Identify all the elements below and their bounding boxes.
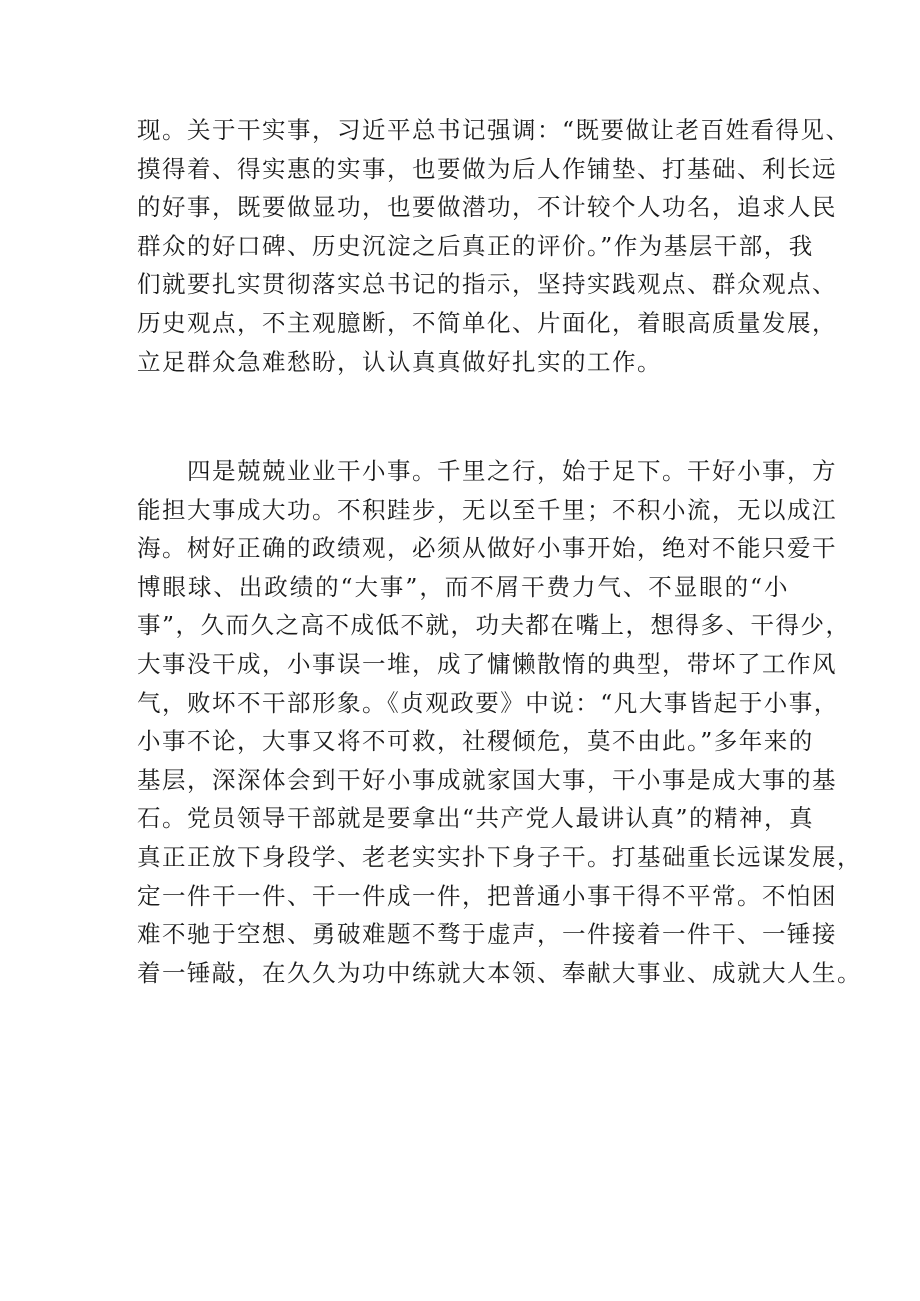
text-line: 真正正放下身段学、老老实实扑下身子干。打基础重长远谋发展， — [137, 842, 862, 871]
paragraph-1 — [137, 111, 851, 381]
text-line: 定一件干一件、干一件成一件，把普通小事干得不平常。不怕困 — [137, 881, 837, 910]
text-line: 摸得着、得实惠的实事，也要做为后人作铺垫、打基础、利长远 — [137, 154, 837, 183]
text-line: 们就要扎实贯彻落实总书记的指示，坚持实践观点、群众观点、 — [137, 270, 837, 299]
text-line: 难不驰于空想、勇破难题不骛于虚声，一件接着一件干、一锤接 — [137, 920, 837, 949]
paragraph-2 — [137, 452, 862, 992]
text-line: 能担大事成大功。不积跬步，无以至千里；不积小流，无以成江 — [137, 495, 837, 524]
text-line: 基层，深深体会到干好小事成就家国大事，干小事是成大事的基 — [137, 765, 837, 794]
text-line: 现。关于干实事，习近平总书记强调：“既要做让老百姓看得见、 — [137, 116, 851, 144]
text-line: 历史观点，不主观臆断，不简单化、片面化，着眼高质量发展， — [137, 308, 837, 337]
text-line: 事”，久而久之高不成低不就，功夫都在嘴上，想得多、干得少， — [137, 611, 851, 640]
text-line: 着一锤敲，在久久为功中练就大本领、奉献大事业、成就大人生。 — [137, 958, 862, 987]
text-line: 海。树好正确的政绩观，必须从做好小事开始，绝对不能只爱干 — [137, 534, 837, 563]
text-line: 群众的好口碑、历史沉淀之后真正的评价。”作为基层干部，我 — [137, 231, 814, 260]
text-line: 博眼球、出政绩的“大事”，而不屑干费力气、不显眼的“小 — [137, 572, 789, 601]
text-line: 的好事，既要做显功，也要做潜功，不计较个人功名，追求人民 — [137, 193, 837, 222]
text-line: 大事没干成，小事误一堆，成了慵懒散惰的典型，带坏了工作风 — [137, 649, 837, 678]
text-line: 小事不论，大事又将不可救，社稷倾危，莫不由此。”多年来的 — [137, 727, 814, 756]
text-line: 石。党员领导干部就是要拿出“共产党人最讲认真”的精神，真 — [137, 804, 815, 833]
text-line: 气，败坏不干部形象。《贞观政要》中说：“凡大事皆起于小事， — [137, 688, 839, 717]
text-line: 四是兢兢业业干小事。千里之行，始于足下。干好小事，方 — [187, 457, 837, 485]
text-line: 立足群众急难愁盼，认认真真做好扎实的工作。 — [137, 347, 662, 376]
